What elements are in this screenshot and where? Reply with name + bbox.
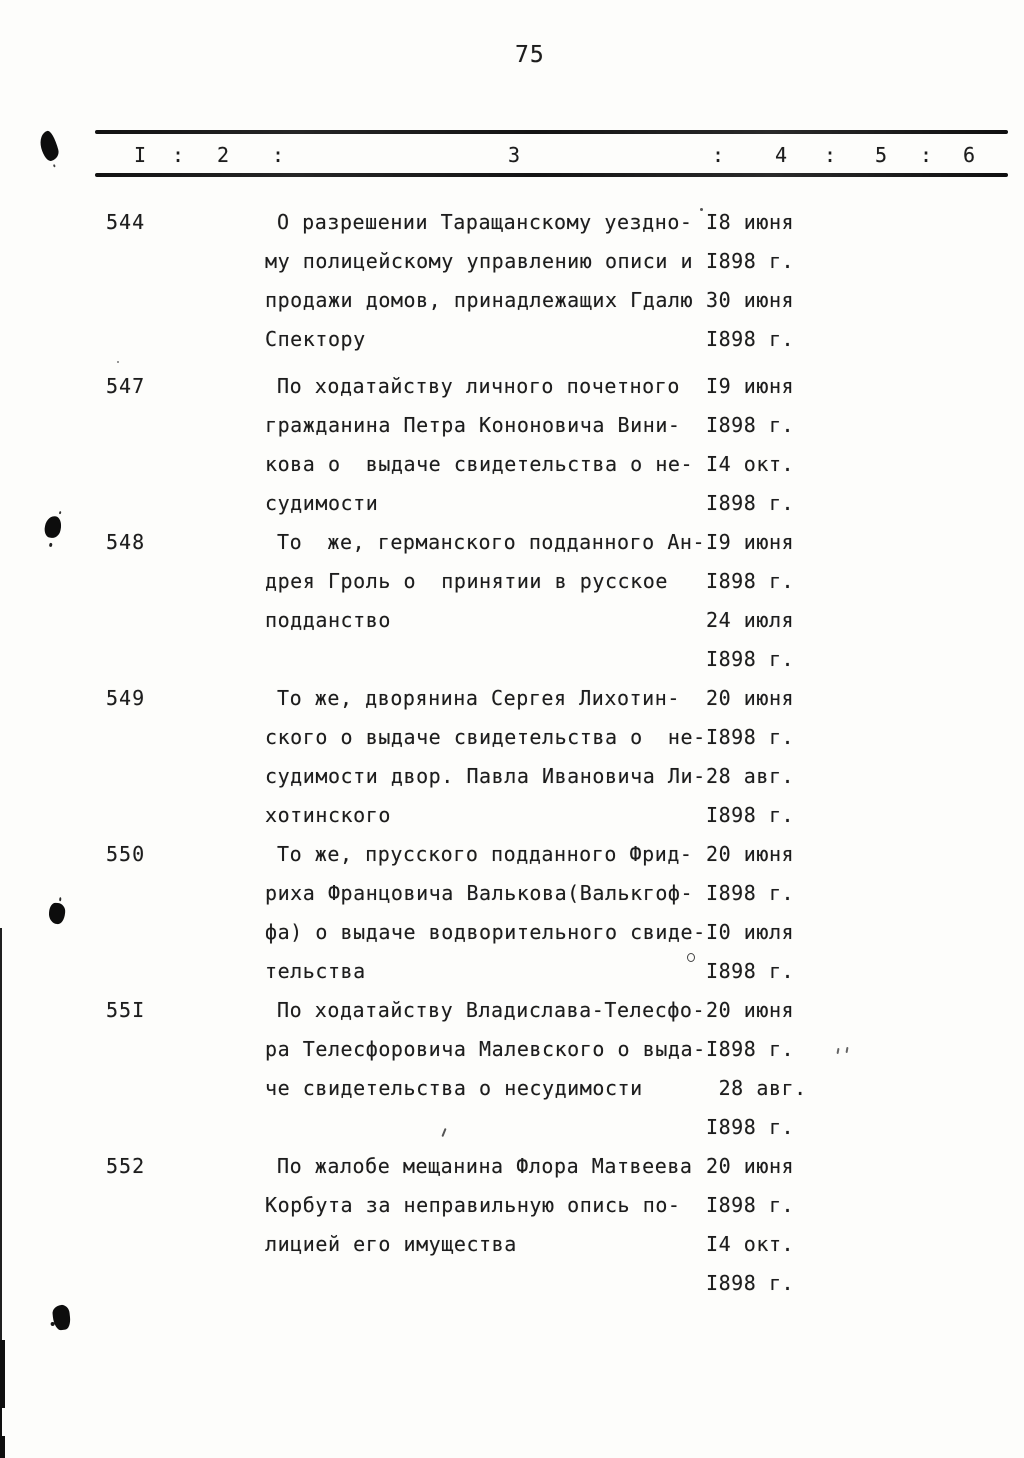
entry-row (0, 445, 1024, 484)
case-title-line: То же, германского подданного Ан- (277, 530, 706, 554)
entry-row (0, 523, 1024, 562)
column-separator: : (272, 143, 285, 167)
column-header-4: 4 (775, 143, 788, 167)
case-date-line: I898 г. (706, 491, 795, 515)
entry-body (0, 991, 1024, 1147)
column-separator: : (712, 143, 725, 167)
entry-row (0, 1264, 1024, 1303)
case-title-line: судимости (265, 491, 379, 515)
case-date-line: I898 г. (706, 959, 795, 983)
entry-row (0, 718, 1024, 757)
case-date-line: I898 г. (706, 1037, 795, 1061)
case-date-line: 28 авг. (706, 1076, 807, 1100)
entry-number: 55I (106, 998, 146, 1022)
entry-row (0, 991, 1024, 1030)
entry-row (0, 484, 1024, 523)
case-date-line: 30 июня (706, 288, 795, 312)
case-date-line: 20 июня (706, 842, 795, 866)
entry-body (0, 203, 1024, 359)
case-date-line: 28 авг. (706, 764, 795, 788)
entry-row (0, 874, 1024, 913)
case-date-line: I0 июля (706, 920, 795, 944)
table-header (95, 130, 1008, 177)
case-date-line: I4 окт. (706, 1232, 795, 1256)
page-number: 75 (515, 42, 545, 68)
header-rule-bottom (95, 173, 1008, 177)
case-date-line: I9 июня (706, 374, 795, 398)
entry-row (0, 1108, 1024, 1147)
entry-row (0, 281, 1024, 320)
case-date-line: I898 г. (706, 1193, 795, 1217)
case-date-line: I898 г. (706, 725, 795, 749)
case-title-line: То же, дворянина Сергея Лихотин- (277, 686, 680, 710)
entry-row (0, 203, 1024, 242)
case-title-line: че свидетельства о несудимости (265, 1076, 643, 1100)
case-date-line: I898 г. (706, 1271, 795, 1295)
case-title-line: судимости двор. Павла Ивановича Ли- (265, 764, 706, 788)
entry-number: 547 (106, 374, 146, 398)
case-title-line: По жалобе мещанина Флора Матвеева (277, 1154, 693, 1178)
entry-row (0, 1225, 1024, 1264)
case-title-line: По ходатайству личного почетного (277, 374, 680, 398)
entry-number: 549 (106, 686, 146, 710)
entry-55I (0, 991, 1024, 1147)
case-date-line: I9 июня (706, 530, 795, 554)
entry-row (0, 679, 1024, 718)
case-date-line: I8 июня (706, 210, 795, 234)
column-header-2: 2 (217, 143, 230, 167)
entry-row (0, 913, 1024, 952)
scan-edge-gap (2, 1408, 6, 1436)
entry-row (0, 242, 1024, 281)
entry-body (0, 367, 1024, 523)
entry-number: 548 (106, 530, 146, 554)
entry-row (0, 562, 1024, 601)
entry-body (0, 835, 1024, 991)
entry-544 (0, 203, 1024, 359)
case-date-line: 20 июня (706, 686, 795, 710)
entry-row (0, 1147, 1024, 1186)
column-header-3: 3 (508, 143, 521, 167)
case-date-line: 20 июня (706, 998, 795, 1022)
entry-row (0, 406, 1024, 445)
case-date-line: I898 г. (706, 249, 795, 273)
scan-edge-shadow (0, 1340, 5, 1458)
entry-550 (0, 835, 1024, 991)
case-title-line: тельства (265, 959, 366, 983)
case-date-line: I898 г. (706, 1115, 795, 1139)
entry-row (0, 1030, 1024, 1069)
entry-body (0, 679, 1024, 835)
column-separator: : (920, 143, 933, 167)
entry-number: 552 (106, 1154, 146, 1178)
case-title-line: подданство (265, 608, 391, 632)
entry-number: 550 (106, 842, 146, 866)
case-date-line: I4 окт. (706, 452, 795, 476)
case-title-line: риха Францовича Валькова(Валькгоф- (265, 881, 694, 905)
column-header-5: 5 (875, 143, 888, 167)
entry-body (0, 1147, 1024, 1303)
column-header-6: 6 (963, 143, 976, 167)
entry-row (0, 835, 1024, 874)
case-date-line: I898 г. (706, 881, 795, 905)
case-title-line: О разрешении Таращанскому уездно- (277, 210, 693, 234)
entries-list (0, 203, 1024, 1303)
case-title-line: фа) о выдаче водворительного свиде- (265, 920, 706, 944)
entry-row (0, 367, 1024, 406)
column-separator: : (824, 143, 837, 167)
entry-549 (0, 679, 1024, 835)
entry-552 (0, 1147, 1024, 1303)
entry-548 (0, 523, 1024, 679)
entry-row (0, 1186, 1024, 1225)
case-title-line: Корбута за неправильную опись по- (265, 1193, 681, 1217)
entry-row (0, 796, 1024, 835)
case-title-line: кова о выдаче свидетельства о не- (265, 452, 694, 476)
entry-row (0, 952, 1024, 991)
case-title-line: Спектору (265, 327, 366, 351)
entry-body (0, 523, 1024, 679)
case-title-line: му полицейскому управлению описи и (265, 249, 694, 273)
case-title-line: хотинского (265, 803, 391, 827)
case-date-line: I898 г. (706, 647, 795, 671)
case-date-line: I898 г. (706, 803, 795, 827)
case-title-line: продажи домов, принадлежащих Гдалю (265, 288, 694, 312)
case-title-line: гражданина Петра Кононовича Вини- (265, 413, 681, 437)
case-title-line: То же, прусского подданного Фрид- (277, 842, 693, 866)
entry-number: 544 (106, 210, 146, 234)
case-date-line: I898 г. (706, 413, 795, 437)
case-title-line: дрея Гроль о принятии в русское (265, 569, 668, 593)
case-date-line: 20 июня (706, 1154, 795, 1178)
case-title-line: лицией его имущества (265, 1232, 517, 1256)
column-separator: : (172, 143, 185, 167)
case-date-line: I898 г. (706, 569, 795, 593)
case-title-line: ра Телесфоровича Малевского о выда- (265, 1037, 706, 1061)
case-title-line: ского о выдаче свидетельства о не- (265, 725, 706, 749)
case-date-line: 24 июля (706, 608, 795, 632)
ink-blot-bottom (52, 1304, 72, 1331)
column-header-1: I (134, 143, 147, 167)
ink-blot-top (37, 129, 60, 162)
entry-547 (0, 367, 1024, 523)
entry-row (0, 320, 1024, 359)
entry-row (0, 640, 1024, 679)
entry-row (0, 1069, 1024, 1108)
header-rule-top (95, 130, 1008, 134)
case-title-line: По ходатайству Владислава-Телесфо- (277, 998, 706, 1022)
entry-row (0, 601, 1024, 640)
case-date-line: I898 г. (706, 327, 795, 351)
entry-row (0, 757, 1024, 796)
